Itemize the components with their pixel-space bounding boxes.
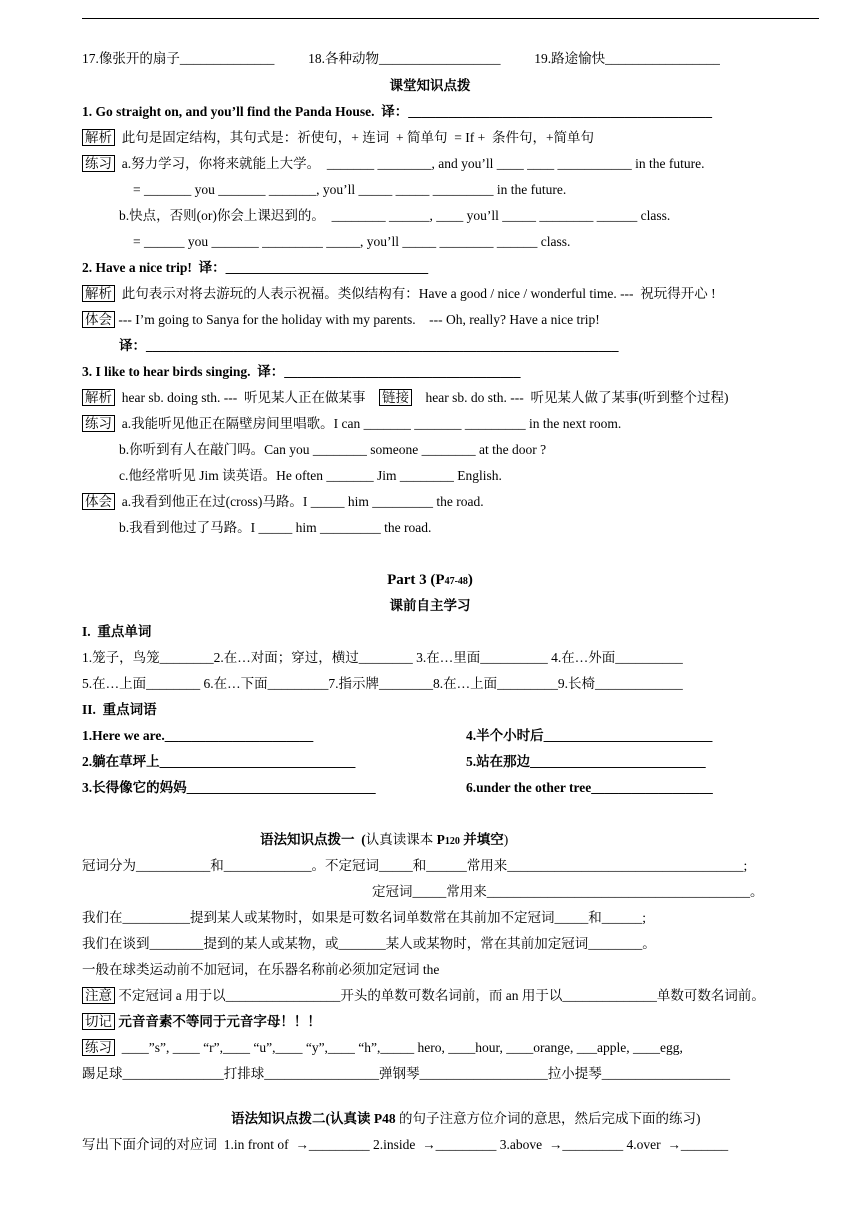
label-experience: 体会 <box>82 493 115 510</box>
sentence-1: 1. Go straight on, and you’ll find the Panda House. 译：_____________________________________________ <box>82 104 713 119</box>
article-practice <box>82 1039 683 1057</box>
practice-1a <box>82 155 704 173</box>
link-text: hear sb. do sth. --- 听见某人做了某事(听到整个过程) <box>425 390 729 405</box>
key-words-row-2: 5.在…上面________ 6.在…下面_________7.指示牌________8.在…上面_________9.长椅_____________ <box>82 676 683 691</box>
part-3-heading: Part 3 (P47-48) <box>387 572 473 588</box>
analysis-3 <box>82 389 728 407</box>
key-phrases-heading: II. 重点词语 <box>82 702 157 717</box>
experience-3a <box>82 493 484 511</box>
label-remember: 切记 <box>82 1013 115 1030</box>
article-line-4: 我们在谈到________提到的某人或某物，或_______某人或某物时，常在其前加定冠词________。 <box>82 936 656 951</box>
experience-3b: b.我看到他过了马路。I _____ him _________ the road. <box>119 520 432 535</box>
fill-line-17-19: 17.像张开的扇子______________ 18.各种动物__________________ 19.路途愉快_________________ <box>82 51 720 66</box>
key-words-heading: I. 重点单词 <box>82 624 152 639</box>
label-practice: 练习 <box>82 1039 115 1056</box>
practice-text: ____”s”, ____ “r”,____ “u”,____ “y”,____ “h”,_____ hero, ____hour, ____orange, ___apple, ____egg, <box>115 1040 683 1055</box>
label-experience: 体会 <box>82 311 115 328</box>
practice-1b: b.快点，否则(or)你会上课迟到的。 ________ ______, ____ you’ll _____ ________ ______ class. <box>119 208 671 223</box>
experience-text: a.我看到他正在过(cross)马路。I _____ him _________ the road. <box>121 494 484 509</box>
article-line-1: 冠词分为___________和_____________。不定冠词_____和______常用来___________________________________; <box>82 858 748 873</box>
grammar-heading-2: 语法知识点拨二(认真读 P48 的句子注意方位介词的意思，然后完成下面的练习) <box>231 1111 701 1126</box>
label-analysis: 解析 <box>82 285 115 302</box>
sports-music-line: 踢足球_______________打排球_________________弹钢琴___________________拉小提琴___________________ <box>82 1066 730 1081</box>
practice-1b-alt: = ______ you _______ _________ _____, you’ll _____ ________ ______ class. <box>133 234 571 249</box>
translate-line: 译：______________________________________________________________________ <box>119 338 619 353</box>
practice-3c: c.他经常听见 Jim 读英语。He often _______ Jim ________ English. <box>119 468 502 483</box>
label-practice: 练习 <box>82 155 115 172</box>
phrase-1: 1.Here we are.______________________ <box>82 728 314 743</box>
key-words-row-1: 1.笼子，鸟笼________2.在…对面；穿过，横过________ 3.在…里面__________ 4.在…外面__________ <box>82 650 683 665</box>
practice-text: a.我能听见他正在隔壁房间里唱歌。I can _______ _______ _________ in the next room. <box>121 416 622 431</box>
sentence-3: 3. I like to hear birds singing. 译：___________________________________ <box>82 364 521 379</box>
practice-1a-alt: = _______ you _______ _______, you’ll _____ _____ _________ in the future. <box>133 182 567 197</box>
practice-3b: b.你听到有人在敲门吗。Can you ________ someone ________ at the door ? <box>119 442 547 457</box>
practice-text: a.努力学习，你将来就能上大学。 _______ ________, and you’ll ____ ____ ___________ in the future. <box>121 156 705 171</box>
phrase-3: 3.长得像它的妈妈____________________________ <box>82 780 376 795</box>
analysis-text: 此句表示对将去游玩的人表示祝福。类似结构有：Have a good / nice / wonderful time. --- 祝玩得开心 ! <box>121 286 716 301</box>
phrase-5: 5.站在那边__________________________ <box>466 754 706 769</box>
grammar-heading-1: 语法知识点拨一 (认真读课本 P120 并填空) <box>260 832 509 847</box>
article-line-5: 一般在球类运动前不加冠词，在乐器名称前必须加定冠词 the <box>82 962 440 977</box>
article-line-2: 定冠词_____常用来_______________________________________。 <box>372 884 764 899</box>
note-text: 不定冠词 a 用于以_________________开头的单数可数名词前，而 an 用于以______________单数可数名词前。 <box>118 988 765 1003</box>
analysis-text: hear sb. doing sth. --- 听见某人正在做某事 <box>121 390 366 405</box>
phrase-2: 2.躺在草坪上_____________________________ <box>82 754 356 769</box>
analysis-2 <box>82 285 716 303</box>
section-heading-classroom: 课堂知识点拨 <box>389 78 471 93</box>
label-note: 注意 <box>82 987 115 1004</box>
label-practice: 练习 <box>82 415 115 432</box>
label-analysis: 解析 <box>82 389 115 406</box>
analysis-text: 此句是固定结构，其句式是：祈使句，+ 连词 + 简单句 = If + 条件句，+简单句 <box>121 130 595 145</box>
top-rule <box>82 18 819 19</box>
remember-line <box>82 1013 321 1031</box>
practice-3a <box>82 415 621 433</box>
note-line <box>82 987 765 1005</box>
phrase-6: 6.under the other tree__________________ <box>466 780 713 795</box>
analysis-1 <box>82 129 594 147</box>
experience-2 <box>82 311 600 329</box>
remember-text: 元音音素不等同于元音字母！！！ <box>118 1014 321 1029</box>
phrase-4: 4.半个小时后_________________________ <box>466 728 713 743</box>
preposition-exercise: 写出下面介词的对应词 1.in front of →_________ 2.inside →_________ 3.above →_________ 4.over →_______ <box>82 1137 729 1152</box>
sentence-2: 2. Have a nice trip! 译：______________________________ <box>82 260 429 275</box>
label-link: 链接 <box>379 389 412 406</box>
article-line-3: 我们在__________提到某人或某物时，如果是可数名词单数常在其前加不定冠词_____和______; <box>82 910 646 925</box>
section-heading-preview: 课前自主学习 <box>389 598 471 613</box>
experience-text: --- I’m going to Sanya for the holiday with my parents. --- Oh, really? Have a nice trip! <box>118 312 600 327</box>
label-analysis: 解析 <box>82 129 115 146</box>
